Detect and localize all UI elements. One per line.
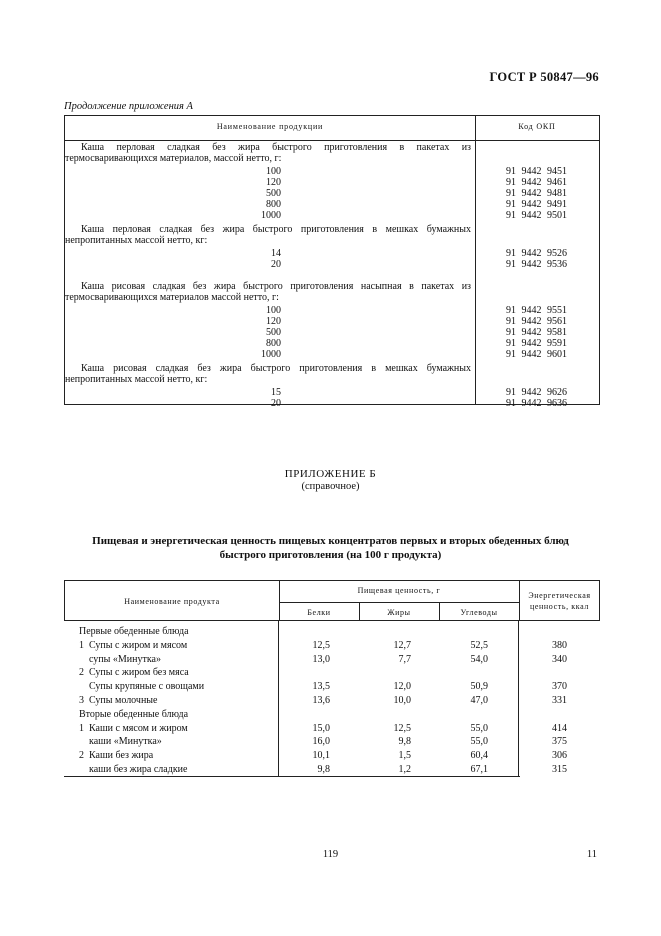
- package-amount: 100: [266, 166, 281, 177]
- description-line: Каша рисовая сладкая без жира быстрого приготовления в мешках бумажных: [81, 363, 471, 374]
- package-amount: 20: [271, 398, 281, 409]
- package-amount: 800: [266, 338, 281, 349]
- carbs-value: 50,9: [470, 681, 488, 693]
- product-name: 2 Супы с жиром без мяса: [79, 667, 189, 679]
- table-row: [0, 666, 661, 679]
- okp-code: 91 9442 9636: [506, 398, 567, 409]
- page-number: 119: [322, 849, 339, 860]
- energy-value: 306: [552, 750, 567, 762]
- fat-value: 12,7: [393, 639, 411, 651]
- column-header-nutrition: Пищевая ценность, г: [357, 586, 441, 595]
- appendix-b-subtitle: (справочное): [301, 481, 360, 492]
- nutrition-table-header: [64, 580, 600, 621]
- energy-value: 370: [552, 681, 567, 693]
- carbs-value: 54,0: [470, 653, 488, 665]
- description-line: Каша перловая сладкая без жира быстрого приготовления в пакетах из: [81, 142, 471, 153]
- package-amount: 1000: [261, 210, 281, 221]
- column-header-fat: Жиры: [387, 608, 411, 617]
- protein-value: 13,5: [312, 681, 330, 693]
- product-description: [65, 224, 471, 246]
- table-row: [0, 735, 661, 748]
- product-name: Первые обеденные блюда: [79, 626, 189, 637]
- product-name: 3 Супы молочные: [79, 695, 158, 706]
- okp-code: 91 9442 9601: [506, 349, 567, 360]
- carbs-value: 67,1: [470, 764, 488, 775]
- energy-label-1: Энергетическая: [528, 591, 591, 600]
- appendix-b-heading: [0, 534, 661, 562]
- protein-value: 15,0: [312, 722, 330, 734]
- product-name: Вторые обеденные блюда: [79, 708, 189, 720]
- carbs-value: 55,0: [470, 722, 488, 734]
- energy-label-2: ценность, ккал: [530, 602, 589, 611]
- energy-value: 315: [552, 764, 567, 775]
- product-name: супы «Минутка»: [79, 653, 161, 665]
- protein-value: 13,0: [312, 653, 330, 665]
- fat-value: 12,0: [393, 681, 411, 693]
- table-row: [0, 708, 661, 721]
- package-amount: 1000: [261, 349, 281, 360]
- description-line: Каша рисовая сладкая без жира быстрого приготовления насыпная в пакетах из: [81, 281, 471, 292]
- energy-value: 414: [552, 722, 567, 734]
- package-amount: 800: [266, 199, 281, 210]
- okp-code: 91 9442 9626: [506, 387, 567, 398]
- table-row: [0, 763, 661, 776]
- okp-codes-table: [64, 115, 600, 409]
- table-row: [0, 639, 661, 652]
- description-line: термосваривающихся материалов массой нетто, г:: [65, 292, 279, 303]
- product-name: 1 Каши с мясом и жиром: [79, 722, 188, 734]
- package-amount: 100: [266, 305, 281, 316]
- column-header-product: Наименование продукта: [124, 597, 220, 606]
- okp-code: 91 9442 9501: [506, 210, 567, 221]
- product-name: каши «Минутка»: [79, 736, 162, 748]
- column-header-code: Код ОКП: [518, 122, 556, 131]
- continuation-label: Продолжение приложения А: [64, 101, 193, 112]
- energy-value: 331: [552, 695, 567, 706]
- column-header-product: Наименование продукции: [216, 122, 324, 131]
- protein-value: 13,6: [312, 695, 330, 706]
- okp-code: 91 9442 9591: [506, 338, 567, 349]
- okp-code: 91 9442 9551: [506, 305, 567, 316]
- okp-code: 91 9442 9526: [506, 248, 567, 259]
- fat-value: 10,0: [393, 695, 411, 706]
- package-amount: 120: [266, 316, 281, 327]
- column-header-carbs: Углеводы: [460, 608, 498, 617]
- table-row: [0, 694, 661, 707]
- carbs-value: 60,4: [470, 750, 488, 762]
- carbs-value: 55,0: [470, 736, 488, 748]
- heading-line-2: быстрого приготовления (на 100 г продукта): [219, 549, 442, 561]
- table-row: [0, 680, 661, 693]
- standard-header: ГОСТ Р 50847—96: [489, 70, 599, 84]
- product-description: [65, 142, 471, 164]
- table-row: [0, 749, 661, 762]
- appendix-b-title: ПРИЛОЖЕНИЕ Б: [284, 468, 377, 480]
- description-line: непропитанных массой нетто, кг:: [65, 374, 208, 385]
- product-name: Супы крупяные с овощами: [79, 681, 205, 693]
- energy-value: 375: [552, 736, 567, 748]
- okp-code: 91 9442 9561: [506, 316, 567, 327]
- table-row: [0, 653, 661, 666]
- protein-value: 12,5: [312, 639, 330, 651]
- column-header-energy: [519, 590, 600, 612]
- protein-value: 9,8: [317, 764, 330, 775]
- fat-value: 9,8: [398, 736, 411, 748]
- okp-code: 91 9442 9451: [506, 166, 567, 177]
- description-line: термосваривающихся материалов, массой нетто, г:: [65, 153, 282, 164]
- protein-value: 10,1: [312, 750, 330, 762]
- okp-code: 91 9442 9461: [506, 177, 567, 188]
- header-divider: [65, 140, 599, 141]
- product-name: 1 Супы с жиром и мясом: [79, 639, 188, 651]
- okp-code: 91 9442 9481: [506, 188, 567, 199]
- heading-line-1: Пищевая и энергетическая ценность пищевых концентратов первых и вторых обеденных блюд: [92, 535, 569, 547]
- carbs-value: 52,5: [470, 639, 488, 651]
- okp-code: 91 9442 9581: [506, 327, 567, 338]
- okp-code: 91 9442 9491: [506, 199, 567, 210]
- package-amount: 20: [271, 259, 281, 270]
- table-row: [0, 625, 661, 638]
- fat-value: 7,7: [398, 653, 411, 665]
- fat-value: 12,5: [393, 722, 411, 734]
- energy-value: 380: [552, 639, 567, 651]
- column-divider: [475, 116, 476, 404]
- package-amount: 15: [271, 387, 281, 398]
- package-amount: 500: [266, 327, 281, 338]
- package-amount: 500: [266, 188, 281, 199]
- product-description: [65, 363, 471, 385]
- protein-value: 16,0: [312, 736, 330, 748]
- product-name: 2 Каши без жира: [79, 750, 154, 762]
- table-row: [0, 722, 661, 735]
- column-header-protein: Белки: [307, 608, 331, 617]
- energy-value: 340: [552, 653, 567, 665]
- description-line: Каша перловая сладкая без жира быстрого приготовления в мешках бумажных: [81, 224, 471, 235]
- fat-value: 1,2: [398, 764, 411, 775]
- description-line: непропитанных массой нетто, кг:: [65, 235, 208, 246]
- carbs-value: 47,0: [470, 695, 488, 706]
- okp-code: 91 9442 9536: [506, 259, 567, 270]
- table-bottom-rule: [64, 776, 520, 777]
- product-name: каши без жира сладкие: [79, 764, 188, 775]
- fat-value: 1,5: [398, 750, 411, 762]
- product-description: [65, 281, 471, 303]
- package-amount: 120: [266, 177, 281, 188]
- package-amount: 14: [271, 248, 281, 259]
- sheet-number: 11: [586, 849, 597, 860]
- header-subdivider: [279, 602, 519, 603]
